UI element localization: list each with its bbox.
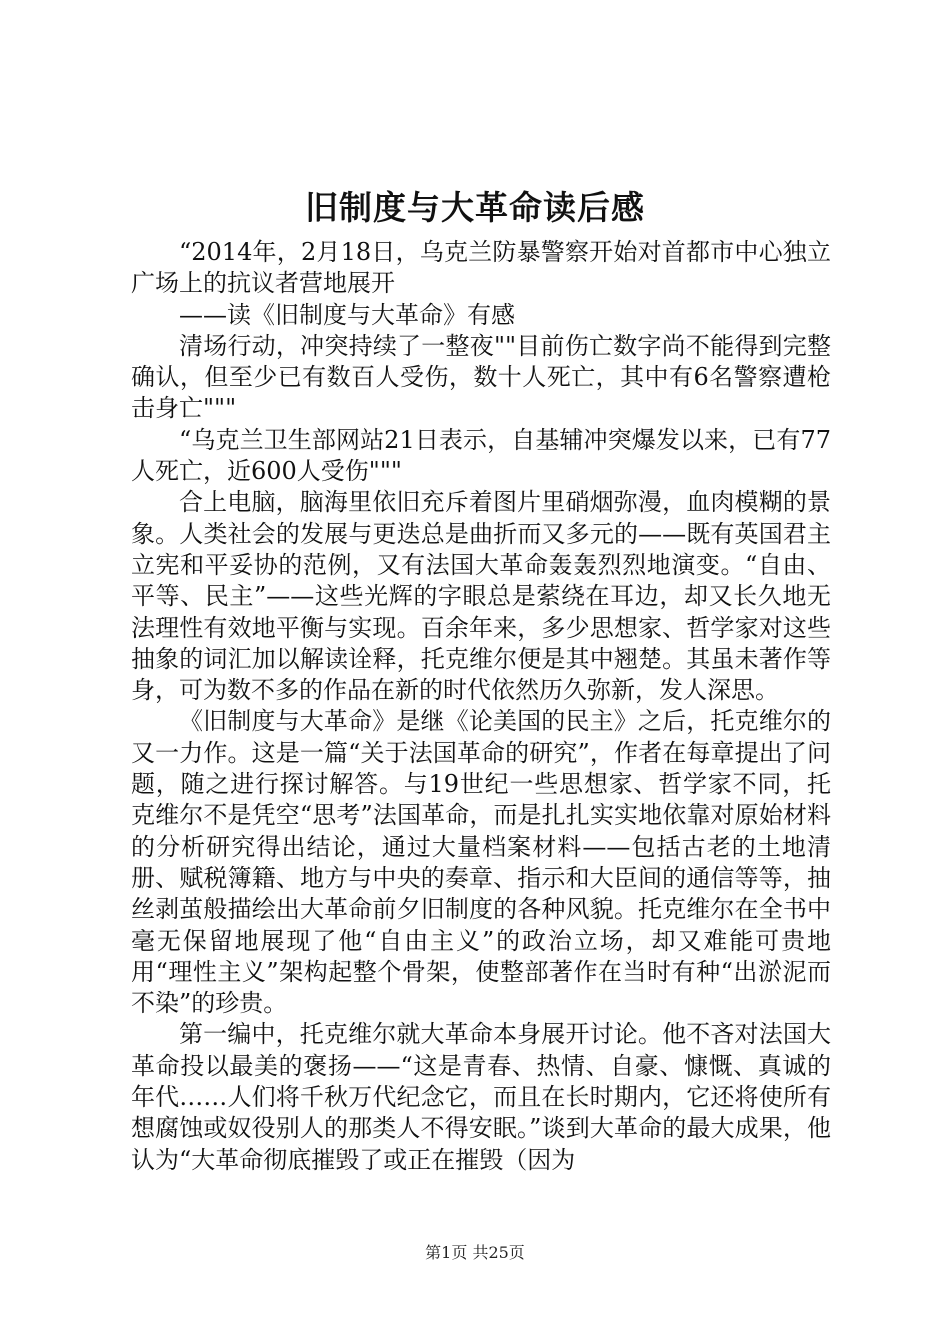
paragraph-first-part: 第一编中，托克维尔就大革命本身展开讨论。他不吝对法国大革命投以最美的褒扬——“这是青春、热情、自豪、慷慨、真诚的年代……人们将千秋万代纪念它，而且在长时期内，它还将使所有想腐蚀或奴役别人的那类人不得安眠。”谈到大革命的最大成果，他认为“大革命彻底摧毁了或正在摧毁（因为 (131, 1020, 831, 1174)
paragraph-subtitle: ——读《旧制度与大革命》有感 (179, 300, 515, 329)
paragraph-casualties: “乌克兰卫生部网站21日表示，自基辅冲突爆发以来，已有77人死亡，近600人受伤""" (131, 425, 831, 486)
page-number-footer: 第1页 共25页 (425, 1243, 525, 1262)
document-body (131, 237, 831, 1176)
paragraph-reflection: 合上电脑，脑海里依旧充斥着图片里硝烟弥漫，血肉模糊的景象。人类社会的发展与更迭总是曲折而又多元的——既有英国君主立宪和平妥协的范例，又有法国大革命轰轰烈烈地演变。“自由、平等、民主”——这些光辉的字眼总是萦绕在耳边，却又长久地无法理性有效地平衡与实现。百余年来，多少思想家、哲学家对这些抽象的词汇加以解读诠释，托克维尔便是其中翘楚。其虽未著作等身，可为数不多的作品在新的时代依然历久弥新，发人深思。 (131, 488, 831, 705)
paragraph-book-intro: 《旧制度与大革命》是继《论美国的民主》之后，托克维尔的又一力作。这是一篇“关于法国革命的研究”，作者在每章提出了问题，随之进行探讨解答。与19世纪一些思想家、哲学家不同，托克维尔不是凭空“思考”法国革命，而是扎扎实实地依靠对原始材料的分析研究得出结论，通过大量档案材料——包括古老的土地清册、赋税簿籍、地方与中央的奏章、指示和大臣间的通信等等，抽丝剥茧般描绘出大革命前夕旧制度的各种风貌。托克维尔在全书中毫无保留地展现了他“自由主义”的政治立场，却又难能可贵地用“理性主义”架构起整个骨架，使整部著作在当时有种“出淤泥而不染”的珍贵。 (131, 707, 831, 1018)
paragraph-intro-quote: “2014年，2月18日，乌克兰防暴警察开始对首都市中心独立广场上的抗议者营地展开 (131, 238, 831, 298)
paragraph-clearance: 清场行动，冲突持续了一整夜""目前伤亡数字尚不能得到完整确认，但至少已有数百人受伤，数十人死亡，其中有6名警察遭枪击身亡""" (131, 331, 831, 423)
document-title: 旧制度与大革命读后感 (305, 188, 645, 227)
